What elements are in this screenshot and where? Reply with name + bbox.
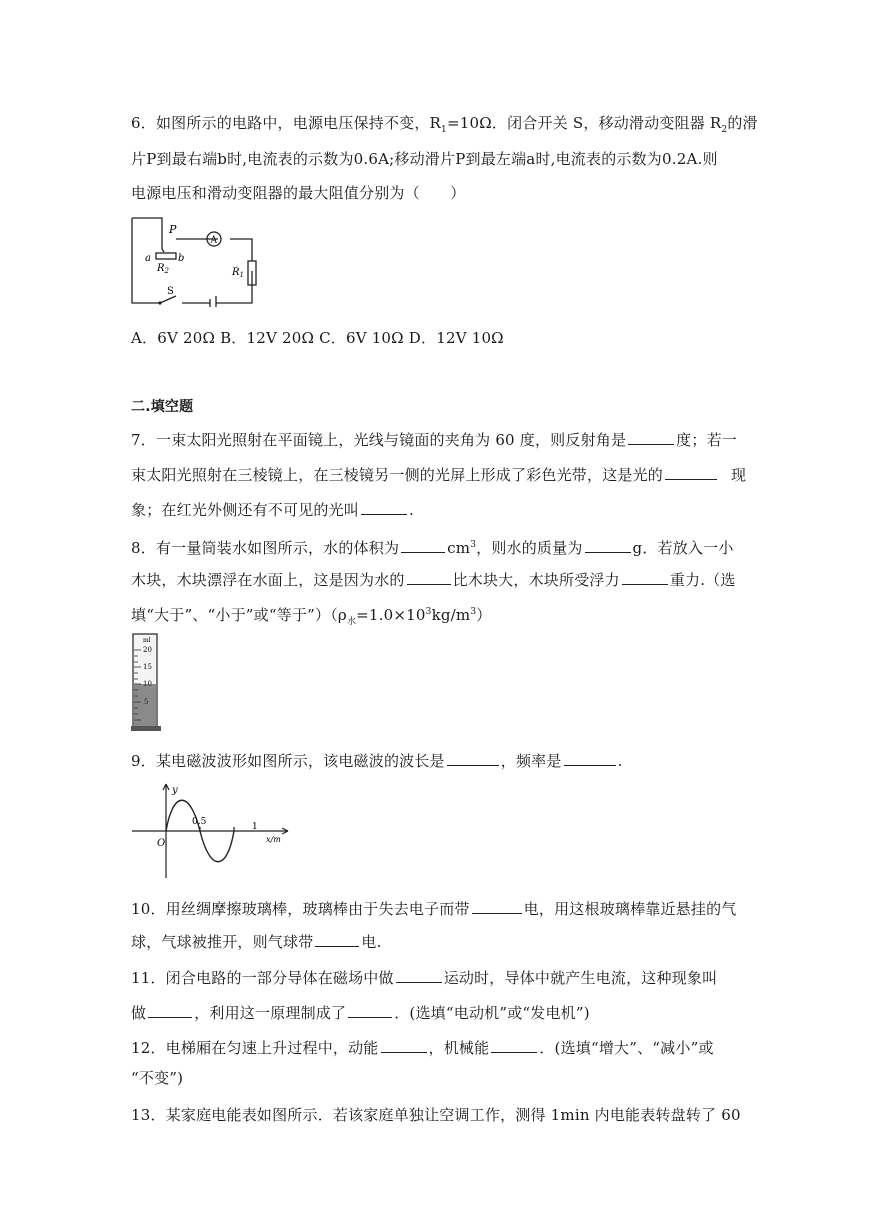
q7-line-1: 7．一束太阳光照射在平面镜上，光线与镜面的夹角为 60 度，则反射角是 度；若一 [131, 431, 737, 449]
q12-line-2: “不变”) [131, 1069, 184, 1087]
q7-line-3: 象；在红光外侧还有不可见的光叫 . [131, 501, 414, 519]
q12-line-1: 12．电梯厢在匀速上升过程中，动能 ，机械能 ．(选填“增大”、“减小”或 [131, 1039, 714, 1057]
svg-text:S: S [167, 286, 174, 297]
answer-blank[interactable] [348, 1003, 392, 1018]
answer-blank[interactable] [148, 1003, 192, 1018]
q10-line-2: 球，气球被推开，则气球带 电. [131, 933, 382, 951]
answer-blank[interactable] [407, 570, 451, 585]
q8-line-3: 填“大于”、“小于”或“等于$”)(\rho_水=1.0\times 10^3kg/m^3)$ [131, 606, 492, 627]
q10-line-1: 10．用丝绸摩擦玻璃棒，玻璃棒由于失去电子而带 电，用这根玻璃棒靠近悬挂的气 [131, 900, 737, 918]
q11-line-2: 做 ，利用这一原理制成了 ．(选填“电动机”或“发电机”) [131, 1004, 590, 1022]
answer-blank[interactable] [381, 1038, 427, 1053]
answer-blank[interactable] [665, 465, 717, 480]
answer-blank[interactable] [585, 538, 631, 553]
svg-text:P: P [169, 223, 177, 236]
svg-text:A: A [210, 235, 217, 246]
svg-text:15: 15 [143, 663, 152, 671]
svg-text:O: O [157, 838, 166, 849]
q6-options: A．6V 20Ω B．12V 20Ω C．6V 10Ω D．12V 10Ω [131, 329, 504, 347]
answer-blank[interactable] [622, 570, 668, 585]
svg-text:20: 20 [143, 646, 152, 654]
svg-text:b: b [178, 253, 185, 264]
q8-graduated-cylinder [129, 632, 165, 732]
answer-blank[interactable] [628, 430, 674, 445]
q6-line-2: 片P到最右端b时,电流表的示数为0.6A;移动滑片P到最左端a时,电流表的示数为0.2A.则 [131, 150, 718, 168]
answer-blank[interactable] [315, 932, 359, 947]
q11-line-1: 11．闭合电路的一部分导体在磁场中做 运动时，导体中就产生电流，这种现象叫 [131, 969, 718, 987]
svg-text:1: 1 [252, 822, 258, 832]
svg-text:R1: $R_1$ [232, 267, 244, 279]
answer-blank[interactable] [401, 538, 445, 553]
svg-text:0.5: 0.5 [192, 817, 207, 827]
svg-text:5: 5 [144, 698, 149, 706]
svg-text:a: a [145, 253, 151, 264]
svg-text:10: 10 [143, 680, 152, 688]
q13-line-1: 13．某家庭电能表如图所示．若该家庭单独让空调工作，测得 1min 内电能表转盘转了 60 [131, 1106, 741, 1124]
answer-blank[interactable] [396, 968, 442, 983]
answer-blank[interactable] [447, 751, 499, 766]
q9-wave-graph [128, 780, 298, 880]
svg-text:ml: ml [143, 637, 151, 644]
q9-line-1: 9．某电磁波波形如图所示，该电磁波的波长是 ，频率是 . [131, 752, 623, 770]
q8-line-1: 8．有一量筒装水如图所示，水的体积为 $cm^3$，则水的质量为 g．若放入一小 [131, 539, 734, 557]
answer-blank[interactable] [361, 500, 407, 515]
q6-line-3: 电源电压和滑动变阻器的最大阻值分别为（ ） [131, 184, 466, 202]
answer-blank[interactable] [491, 1038, 537, 1053]
section-title: 二.填空题 [131, 399, 194, 415]
q6-line-1: 6．如图所示的电路中，电源电压保持不变，$R_1=10\Omega$．闭合开关 S，移动滑动变阻器 $R_2$的滑 [131, 114, 758, 135]
svg-text:x/m: x/m [266, 835, 281, 844]
svg-text:y: y [172, 785, 178, 796]
switch-contact-icon [158, 301, 161, 304]
answer-blank[interactable] [472, 899, 522, 914]
q8-line-2: 木块，木块漂浮在水面上，这是因为水的 比木块大，木块所受浮力 重力.（选 [131, 571, 736, 589]
q6-circuit-diagram [128, 215, 263, 307]
svg-text:R2: $R_2$ [157, 263, 169, 275]
answer-blank[interactable] [564, 751, 616, 766]
q7-line-2: 束太阳光照射在三棱镜上，在三棱镜另一侧的光屏上形成了彩色光带，这是光的 现 [131, 466, 747, 484]
